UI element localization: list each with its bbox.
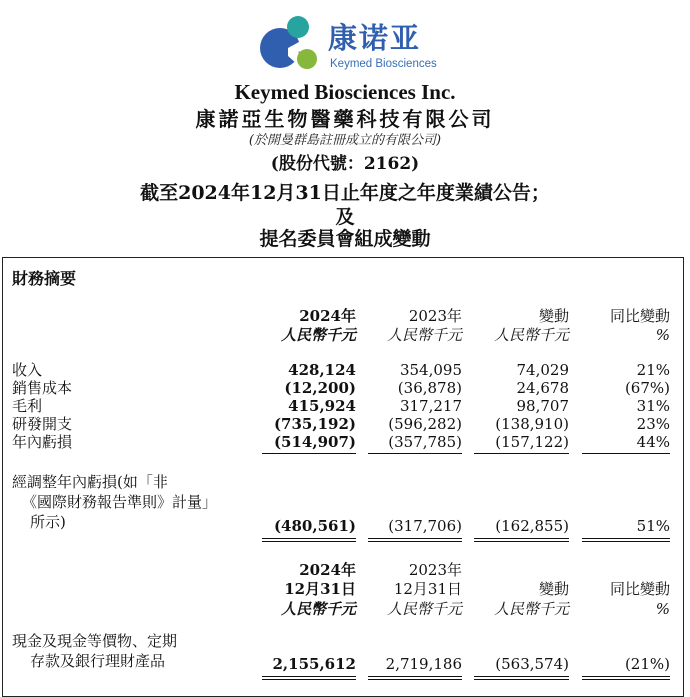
- table-cell: (157,122): [495, 433, 569, 451]
- col-header-unit: 人民幣千元: [386, 600, 462, 618]
- col-header-unit: %: [655, 600, 670, 618]
- table-cell: (162,855): [495, 517, 569, 535]
- table-cell: 98,707: [516, 397, 569, 415]
- table-cell: 31%: [636, 397, 670, 415]
- row-label: 毛利: [12, 397, 43, 415]
- table-cell: 2,155,612: [272, 655, 356, 673]
- company-logo: [258, 14, 438, 76]
- incorporation-note: (於開曼群島註冊成立的有限公司): [248, 133, 442, 148]
- adjusted-label: 所示): [30, 513, 66, 531]
- col-header-change: 變動: [538, 307, 569, 325]
- rule: [582, 453, 670, 454]
- table-cell: (514,907): [273, 433, 356, 451]
- stock-code: (股份代號：2162): [270, 154, 420, 174]
- col-header-yoy: 同比變動: [609, 580, 670, 598]
- rule: [368, 676, 462, 677]
- row-label: 收入: [12, 361, 43, 379]
- announcement-title-line2: 及: [335, 206, 355, 228]
- keymed-logo-icon: [258, 14, 322, 76]
- rule: [262, 453, 356, 454]
- row-label: 銷售成本: [12, 379, 73, 397]
- table-cell: (596,282): [388, 415, 462, 433]
- table-cell: (480,561): [273, 517, 356, 535]
- rule: [368, 538, 462, 539]
- rule: [474, 538, 569, 539]
- cash-label: 現金及現金等價物、定期: [12, 632, 178, 650]
- rule: [474, 453, 569, 454]
- table-cell: 354,095: [399, 361, 462, 379]
- col-header-unit: 人民幣千元: [493, 600, 569, 618]
- row-label: 研發開支: [12, 415, 73, 433]
- col-header-year: 2024年: [299, 307, 356, 325]
- col-header-year: 2023年: [408, 307, 462, 325]
- table-cell: (563,574): [495, 655, 569, 673]
- brand-name-zh: 康诺亚: [328, 21, 422, 55]
- rule: [582, 538, 670, 539]
- col-header-year: 2024年: [299, 561, 356, 579]
- rule: [368, 453, 462, 454]
- table-cell: 74,029: [516, 361, 569, 379]
- col-header-unit: 人民幣千元: [280, 326, 356, 344]
- table-cell: (735,192): [273, 415, 356, 433]
- table-cell: 23%: [636, 415, 670, 433]
- table-cell: 51%: [636, 517, 670, 535]
- rule: [474, 541, 569, 542]
- table-cell: (21%): [624, 655, 670, 673]
- table-cell: (138,910): [495, 415, 569, 433]
- adjusted-label: 經調整年內虧損(如「非: [12, 473, 168, 491]
- rule: [582, 679, 670, 680]
- rule: [474, 676, 569, 677]
- rule: [262, 676, 356, 677]
- col-header-yoy: 同比變動: [609, 307, 670, 325]
- rule: [474, 679, 569, 680]
- col-header-change: 變動: [538, 580, 569, 598]
- col-header-unit: 人民幣千元: [493, 326, 569, 344]
- company-name-zh: 康諾亞生物醫藥科技有限公司: [195, 107, 495, 131]
- rule: [368, 541, 462, 542]
- table-cell: (67%): [624, 379, 670, 397]
- table-cell: 317,217: [399, 397, 462, 415]
- section-title: 財務摘要: [12, 269, 77, 288]
- col-header-unit: 人民幣千元: [386, 326, 462, 344]
- table-cell: 415,924: [288, 397, 356, 415]
- col-header-unit: 人民幣千元: [280, 600, 356, 618]
- table-cell: 428,124: [288, 361, 356, 379]
- rule: [262, 541, 356, 542]
- table-cell: 21%: [636, 361, 670, 379]
- row-label: 年內虧損: [12, 433, 73, 451]
- table-cell: (317,706): [388, 517, 462, 535]
- rule: [582, 676, 670, 677]
- company-name-en: Keymed Biosciences Inc.: [234, 80, 456, 104]
- col-header-date: 12月31日: [393, 580, 462, 598]
- cash-label: 存款及銀行理財產品: [30, 652, 166, 670]
- table-cell: 24,678: [516, 379, 569, 397]
- rule: [262, 679, 356, 680]
- table-cell: 2,719,186: [385, 655, 462, 673]
- rule: [582, 541, 670, 542]
- adjusted-label: 《國際財務報告準則》計量」: [22, 493, 218, 511]
- brand-name-en: Keymed Biosciences: [330, 58, 437, 70]
- announcement-title-line3: 提名委員會組成變動: [259, 228, 431, 250]
- col-header-date: 12月31日: [284, 580, 356, 598]
- announcement-title-line1: 截至2024年12月31日止年度之年度業績公告；: [140, 182, 550, 204]
- table-cell: (36,878): [397, 379, 462, 397]
- col-header-unit: %: [655, 326, 670, 344]
- rule: [262, 538, 356, 539]
- rule: [368, 679, 462, 680]
- col-header-year: 2023年: [408, 561, 462, 579]
- table-cell: (357,785): [388, 433, 462, 451]
- table-cell: 44%: [636, 433, 670, 451]
- table-cell: (12,200): [284, 379, 356, 397]
